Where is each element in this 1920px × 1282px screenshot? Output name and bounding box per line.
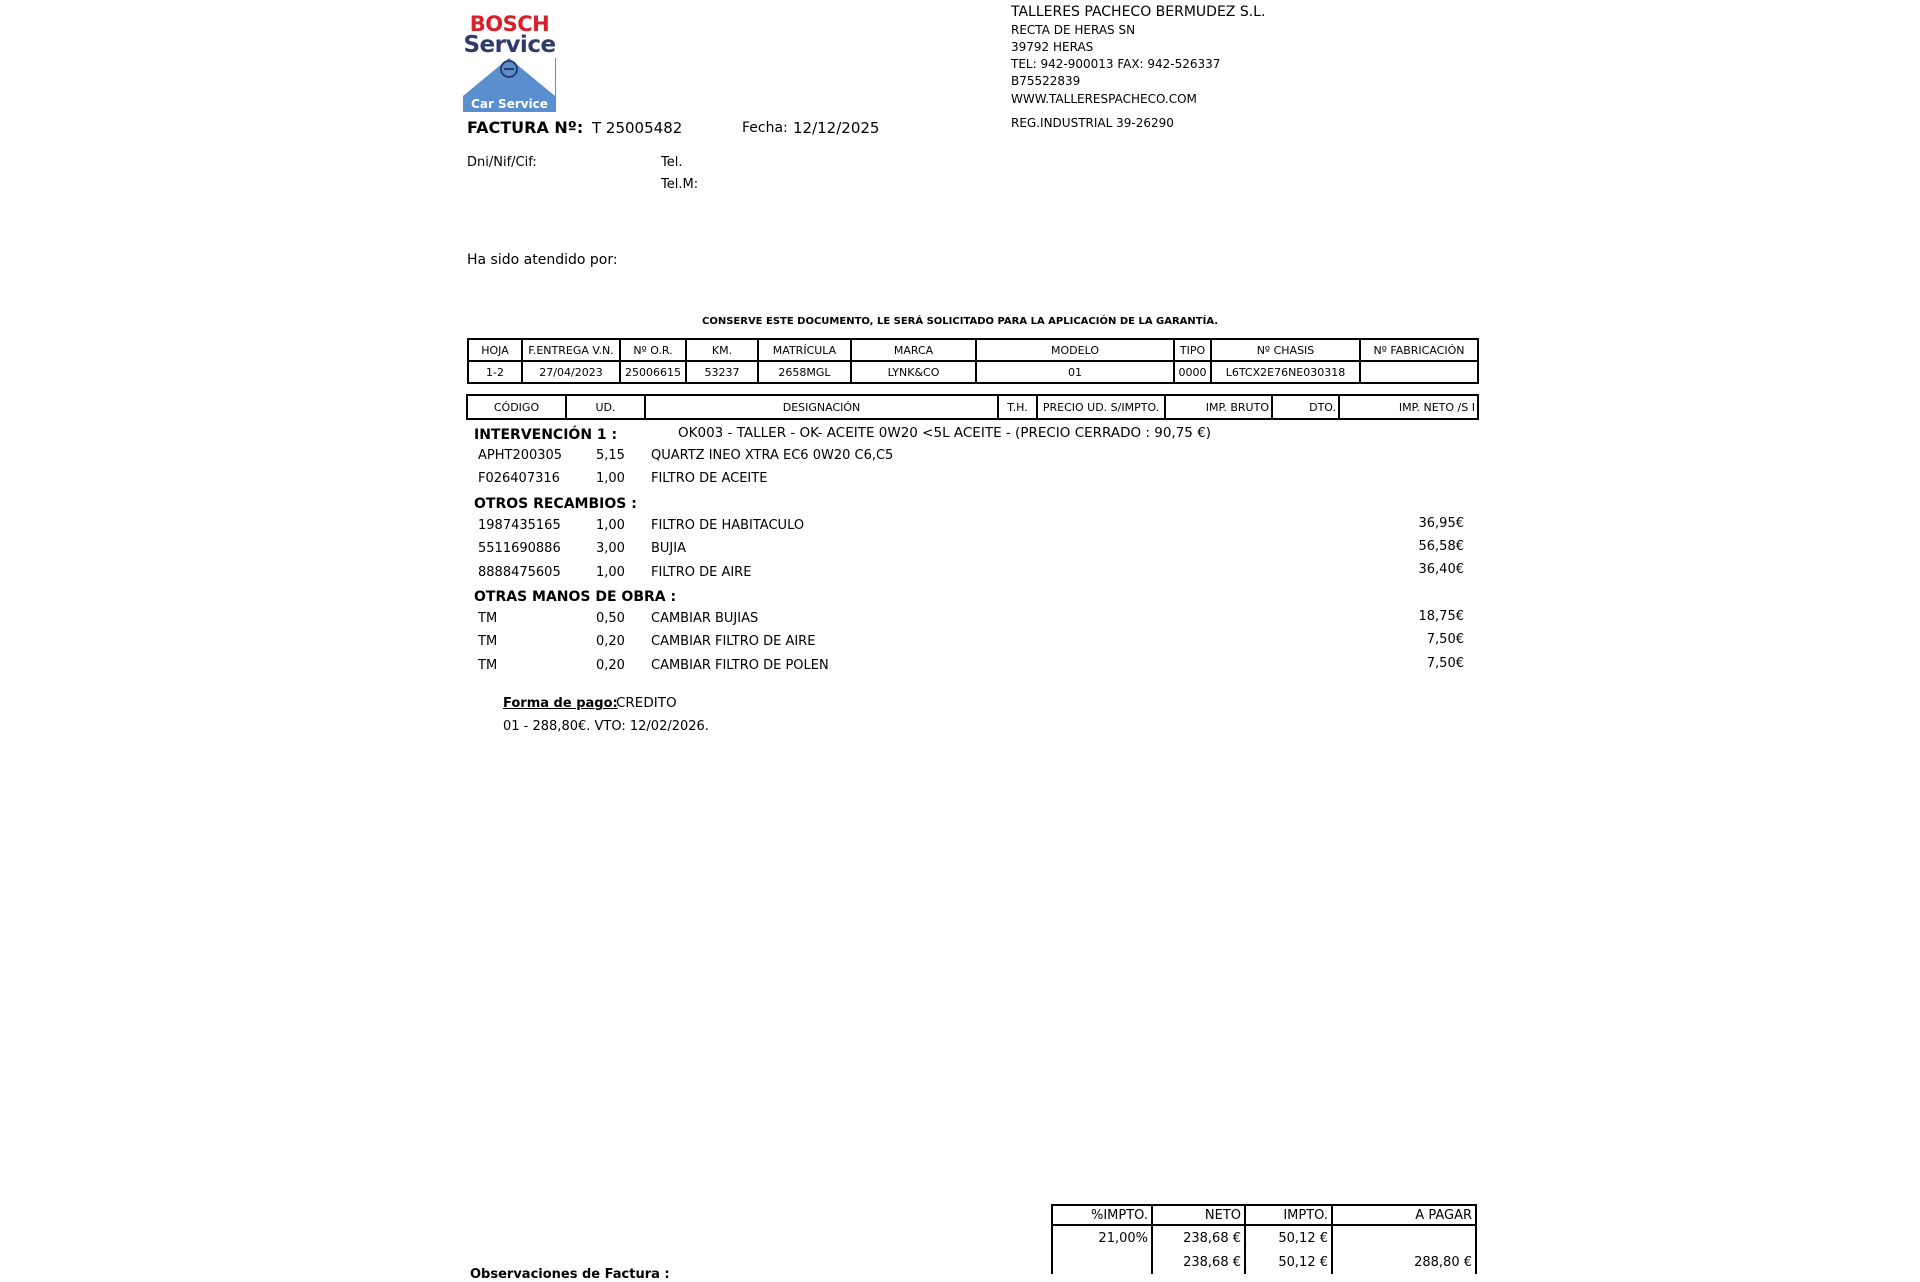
lines-header-row (467, 395, 1478, 419)
vehicle-header-cell: KM. (686, 339, 758, 361)
item-desc: FILTRO DE HABITACULO (651, 518, 805, 533)
payment-label: Forma de pago: (503, 696, 618, 711)
tel-label: Tel. (661, 155, 683, 170)
item-amount: 36,40€ (1418, 562, 1464, 577)
lines-header-cell: UD. (566, 395, 645, 419)
item-qty: 0,20 (596, 658, 625, 673)
vehicle-header-cell: Nº FABRICACIÓN (1360, 339, 1478, 361)
item-desc: QUARTZ INEO XTRA EC6 0W20 C6,C5 (651, 448, 894, 463)
vehicle-header-cell: F.ENTREGA V.N. (522, 339, 620, 361)
lines-header-cell: CÓDIGO (467, 395, 566, 419)
invoice-number-label: FACTURA Nº: (467, 118, 584, 137)
company-web: WWW.TALLERESPACHECO.COM (1011, 92, 1197, 106)
totals-header-cell: %IMPTO. (1052, 1205, 1152, 1225)
item-qty: 1,00 (596, 518, 625, 533)
totals-cell: 238,68 € (1152, 1225, 1245, 1250)
item-code: 8888475605 (478, 565, 561, 580)
item-code: APHT200305 (478, 448, 563, 463)
vehicle-header-cell: MODELO (976, 339, 1174, 361)
lines-header-cell: IMP. BRUTO (1165, 395, 1272, 419)
item-qty: 5,15 (596, 448, 625, 463)
item-qty: 0,20 (596, 634, 625, 649)
observations-label: Observaciones de Factura : (470, 1267, 670, 1282)
logo-brand: BOSCH (469, 12, 550, 36)
item-qty: 1,00 (596, 471, 625, 486)
vehicle-header-cell: MATRÍCULA (758, 339, 851, 361)
vehicle-header-cell: HOJA (468, 339, 522, 361)
lines-header-cell: PRECIO UD. S/IMPTO. (1037, 395, 1165, 419)
lines-header-cell: IMP. NETO /S I (1339, 395, 1478, 419)
totals-cell (1332, 1225, 1476, 1250)
totals-cell: 50,12 € (1245, 1250, 1332, 1274)
totals-header-cell: A PAGAR (1332, 1205, 1476, 1225)
totals-header-cell: IMPTO. (1245, 1205, 1332, 1225)
item-qty: 0,50 (596, 611, 625, 626)
company-reg: REG.INDUSTRIAL 39-26290 (1011, 116, 1174, 130)
invoice-date-label: Fecha: (742, 120, 788, 136)
vehicle-value-cell: L6TCX2E76NE030318 (1211, 361, 1360, 383)
item-desc: CAMBIAR FILTRO DE AIRE (651, 634, 816, 649)
vehicle-header-cell: Nº CHASIS (1211, 339, 1360, 361)
lines-header-table (466, 394, 1479, 420)
vehicle-value-cell: 2658MGL (758, 361, 851, 383)
vehicle-header-cell: MARCA (851, 339, 976, 361)
company-cif: B75522839 (1011, 74, 1081, 88)
company-city: 39792 HERAS (1011, 40, 1094, 54)
item-desc: BUJIA (651, 541, 686, 556)
item-amount: 56,58€ (1418, 539, 1464, 554)
vehicle-header-cell: Nº O.R. (620, 339, 686, 361)
item-desc: CAMBIAR BUJIAS (651, 611, 759, 626)
item-amount: 7,50€ (1426, 632, 1464, 647)
intervention-description: OK003 - TALLER - OK- ACEITE 0W20 <5L ACEITE - (PRECIO CERRADO : 90,75 €) (678, 425, 1212, 441)
company-address: RECTA DE HERAS SN (1011, 23, 1136, 37)
totals-cell: 50,12 € (1245, 1225, 1332, 1250)
bosch-armature-icon (500, 60, 518, 78)
item-qty: 1,00 (596, 565, 625, 580)
vehicle-value-cell: LYNK&CO (851, 361, 976, 383)
totals-row (1052, 1225, 1476, 1250)
item-amount: 7,50€ (1426, 656, 1464, 671)
totals-cell: 238,68 € (1152, 1250, 1245, 1274)
totals-cell: 21,00% (1052, 1225, 1152, 1250)
item-qty: 3,00 (596, 541, 625, 556)
item-desc: CAMBIAR FILTRO DE POLEN (651, 658, 829, 673)
vehicle-value-cell: 25006615 (620, 361, 686, 383)
item-code: 1987435165 (478, 518, 561, 533)
company-phones: TEL: 942-900013 FAX: 942-526337 (1011, 57, 1221, 71)
company-name: TALLERES PACHECO BERMUDEZ S.L. (1011, 4, 1266, 20)
intervention-label: INTERVENCIÓN 1 : (474, 427, 618, 443)
vehicle-value-cell (1360, 361, 1478, 383)
item-desc: FILTRO DE AIRE (651, 565, 752, 580)
item-code: TM (478, 634, 498, 649)
logo-car-service: Car Service (471, 97, 548, 111)
payment-due: 01 - 288,80€. VTO: 12/02/2026. (503, 719, 709, 734)
item-code: TM (478, 611, 498, 626)
vehicle-header-row (468, 339, 1478, 361)
lines-header-cell: DESIGNACIÓN (645, 395, 998, 419)
vehicle-value-cell: 0000 (1174, 361, 1211, 383)
lines-header-cell: T.H. (998, 395, 1037, 419)
logo-service: Service (463, 32, 556, 58)
item-amount: 18,75€ (1418, 609, 1464, 624)
attended-label: Ha sido atendido por: (467, 252, 618, 268)
vehicle-value-cell: 27/04/2023 (522, 361, 620, 383)
bosch-service-logo (463, 0, 556, 112)
totals-row (1052, 1250, 1476, 1274)
totals-table (1051, 1204, 1477, 1274)
item-amount: 36,95€ (1418, 516, 1464, 531)
totals-cell (1052, 1250, 1152, 1274)
totals-header-cell: NETO (1152, 1205, 1245, 1225)
payment-method: CREDITO (616, 695, 677, 711)
item-desc: FILTRO DE ACEITE (651, 471, 768, 486)
dni-label: Dni/Nif/Cif: (467, 155, 537, 170)
item-code: 5511690886 (478, 541, 561, 556)
warranty-notice: CONSERVE ESTE DOCUMENTO, LE SERÁ SOLICITADO PARA LA APLICACIÓN DE LA GARANTÍA. (702, 316, 1219, 327)
vehicle-value-row (468, 361, 1478, 383)
vehicle-value-cell: 53237 (686, 361, 758, 383)
parts-label: OTROS RECAMBIOS : (474, 496, 637, 512)
totals-header-row (1052, 1205, 1476, 1225)
item-code: F026407316 (478, 471, 560, 486)
vehicle-header-cell: TIPO (1174, 339, 1211, 361)
vehicle-table (467, 338, 1479, 384)
lines-header-cell: DTO. (1272, 395, 1339, 419)
invoice-date: 12/12/2025 (793, 119, 880, 137)
totals-cell: 288,80 € (1332, 1250, 1476, 1274)
invoice-number: T 25005482 (592, 119, 683, 137)
vehicle-value-cell: 01 (976, 361, 1174, 383)
telm-label: Tel.M: (661, 177, 699, 192)
item-code: TM (478, 658, 498, 673)
vehicle-value-cell: 1-2 (468, 361, 522, 383)
labor-label: OTRAS MANOS DE OBRA : (474, 589, 677, 605)
